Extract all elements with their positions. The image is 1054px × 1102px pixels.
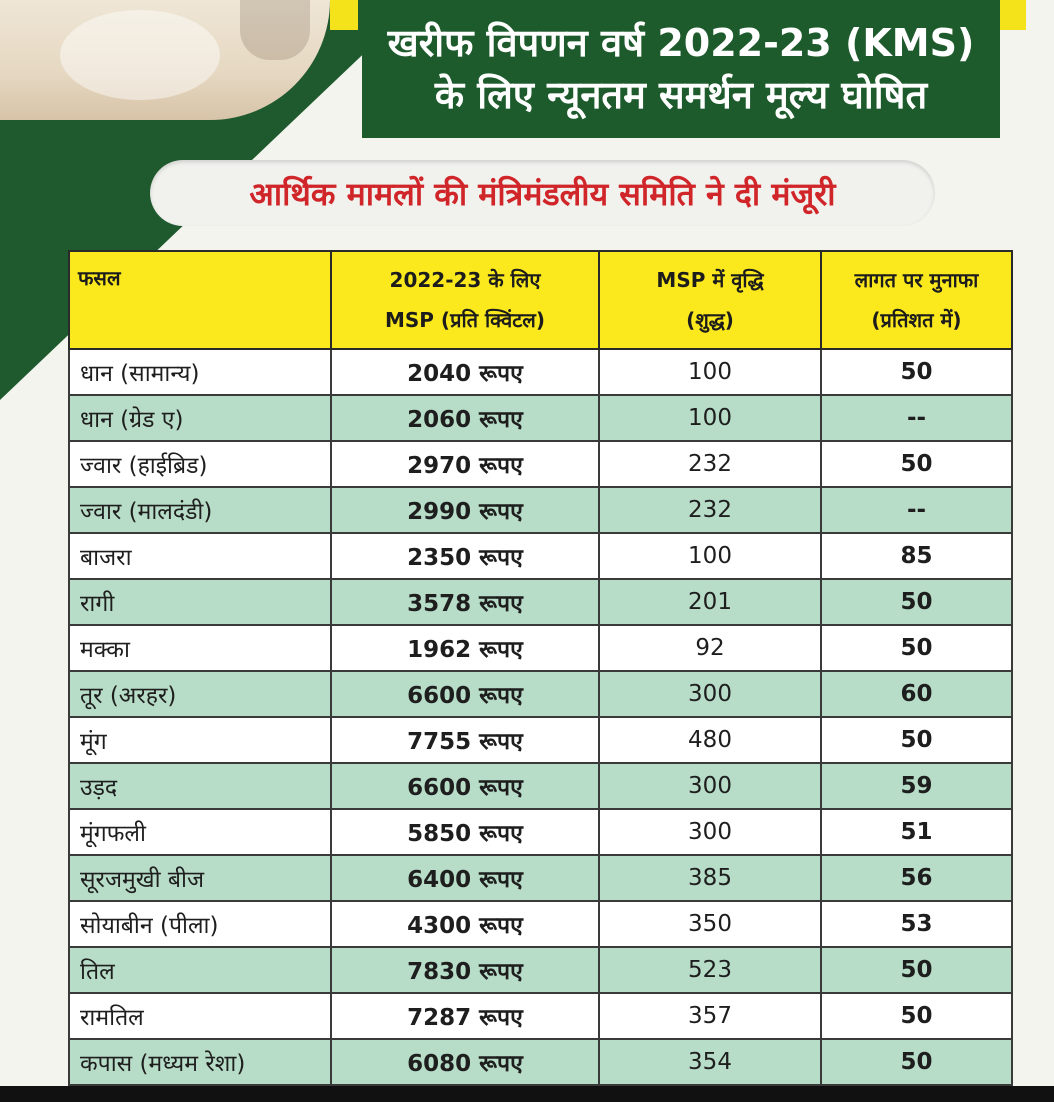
cell-msp: 6080 रूपए [331, 1039, 599, 1085]
cell-increase: 100 [599, 395, 821, 441]
cell-crop: रागी [69, 579, 331, 625]
cell-increase: 523 [599, 947, 821, 993]
header-crop: फसल [69, 251, 331, 349]
table-row [69, 579, 1012, 625]
table-row [69, 717, 1012, 763]
table-row [69, 625, 1012, 671]
cell-increase: 92 [599, 625, 821, 671]
cell-crop: उड़द [69, 763, 331, 809]
title-line-1: खरीफ विपणन वर्ष 2022-23 (KMS) [387, 21, 975, 65]
cell-crop: सोयाबीन (पीला) [69, 901, 331, 947]
cell-crop: सूरजमुखी बीज [69, 855, 331, 901]
cell-profit: 56 [821, 855, 1012, 901]
cell-msp: 7830 रूपए [331, 947, 599, 993]
cell-profit: 50 [821, 1039, 1012, 1085]
cell-msp: 6600 रूपए [331, 671, 599, 717]
msp-table [68, 250, 1013, 1086]
cell-crop: धान (सामान्य) [69, 349, 331, 395]
table-row [69, 993, 1012, 1039]
cell-msp: 1962 रूपए [331, 625, 599, 671]
bottom-bar [0, 1086, 1054, 1102]
cell-msp: 2350 रूपए [331, 533, 599, 579]
table-row [69, 487, 1012, 533]
yellow-accent-right [1000, 0, 1026, 30]
cell-crop: ज्वार (मालदंडी) [69, 487, 331, 533]
cell-increase: 300 [599, 763, 821, 809]
cell-msp: 6400 रूपए [331, 855, 599, 901]
cell-crop: रामतिल [69, 993, 331, 1039]
cell-profit: 50 [821, 579, 1012, 625]
header-increase: MSP में वृद्धि (शुद्ध) [599, 251, 821, 349]
cell-profit: 60 [821, 671, 1012, 717]
cell-increase: 201 [599, 579, 821, 625]
cell-msp: 2970 रूपए [331, 441, 599, 487]
cell-msp: 2060 रूपए [331, 395, 599, 441]
table-header-row [69, 251, 1012, 349]
cell-increase: 350 [599, 901, 821, 947]
table-row [69, 855, 1012, 901]
table-row [69, 441, 1012, 487]
table-row [69, 395, 1012, 441]
cell-increase: 232 [599, 441, 821, 487]
cell-msp: 7755 रूपए [331, 717, 599, 763]
cell-msp: 5850 रूपए [331, 809, 599, 855]
table-row [69, 1039, 1012, 1085]
table-row [69, 671, 1012, 717]
cell-profit: 50 [821, 717, 1012, 763]
cell-crop: मक्का [69, 625, 331, 671]
cell-msp: 4300 रूपए [331, 901, 599, 947]
cell-increase: 232 [599, 487, 821, 533]
cell-increase: 480 [599, 717, 821, 763]
table-row [69, 809, 1012, 855]
cell-msp: 2990 रूपए [331, 487, 599, 533]
cell-profit: 53 [821, 901, 1012, 947]
title-line-2: के लिए न्यूनतम समर्थन मूल्य घोषित [434, 73, 928, 117]
cell-increase: 357 [599, 993, 821, 1039]
cell-increase: 100 [599, 533, 821, 579]
cell-profit: 85 [821, 533, 1012, 579]
cell-profit: -- [821, 487, 1012, 533]
cell-crop: मूंगफली [69, 809, 331, 855]
table-row [69, 763, 1012, 809]
cell-profit: 59 [821, 763, 1012, 809]
cell-increase: 100 [599, 349, 821, 395]
cell-crop: तिल [69, 947, 331, 993]
cell-profit: 51 [821, 809, 1012, 855]
subtitle-text: आर्थिक मामलों की मंत्रिमंडलीय समिति ने दी मंजूरी [249, 174, 836, 213]
cell-crop: धान (ग्रेड ए) [69, 395, 331, 441]
cell-crop: तूर (अरहर) [69, 671, 331, 717]
cell-crop: मूंग [69, 717, 331, 763]
cell-profit: 50 [821, 349, 1012, 395]
cell-msp: 7287 रूपए [331, 993, 599, 1039]
header-profit: लागत पर मुनाफा (प्रतिशत में) [821, 251, 1012, 349]
table-row [69, 533, 1012, 579]
cell-increase: 300 [599, 809, 821, 855]
cell-profit: 50 [821, 947, 1012, 993]
header-title-box [362, 0, 1000, 138]
cell-profit: 50 [821, 993, 1012, 1039]
table-row [69, 349, 1012, 395]
cell-msp: 2040 रूपए [331, 349, 599, 395]
cell-crop: कपास (मध्यम रेशा) [69, 1039, 331, 1085]
cell-increase: 300 [599, 671, 821, 717]
cell-profit: 50 [821, 441, 1012, 487]
photo-highlight [60, 10, 220, 100]
yellow-accent-left [330, 0, 358, 30]
cell-crop: ज्वार (हाईब्रिड) [69, 441, 331, 487]
table-row [69, 901, 1012, 947]
cell-increase: 385 [599, 855, 821, 901]
cell-profit: 50 [821, 625, 1012, 671]
cell-profit: -- [821, 395, 1012, 441]
cell-msp: 3578 रूपए [331, 579, 599, 625]
subtitle-banner [150, 160, 935, 226]
table-row [69, 947, 1012, 993]
cell-crop: बाजरा [69, 533, 331, 579]
cell-msp: 6600 रूपए [331, 763, 599, 809]
header-msp: 2022-23 के लिए MSP (प्रति क्विंटल) [331, 251, 599, 349]
photo-shadow [240, 0, 310, 60]
cell-increase: 354 [599, 1039, 821, 1085]
